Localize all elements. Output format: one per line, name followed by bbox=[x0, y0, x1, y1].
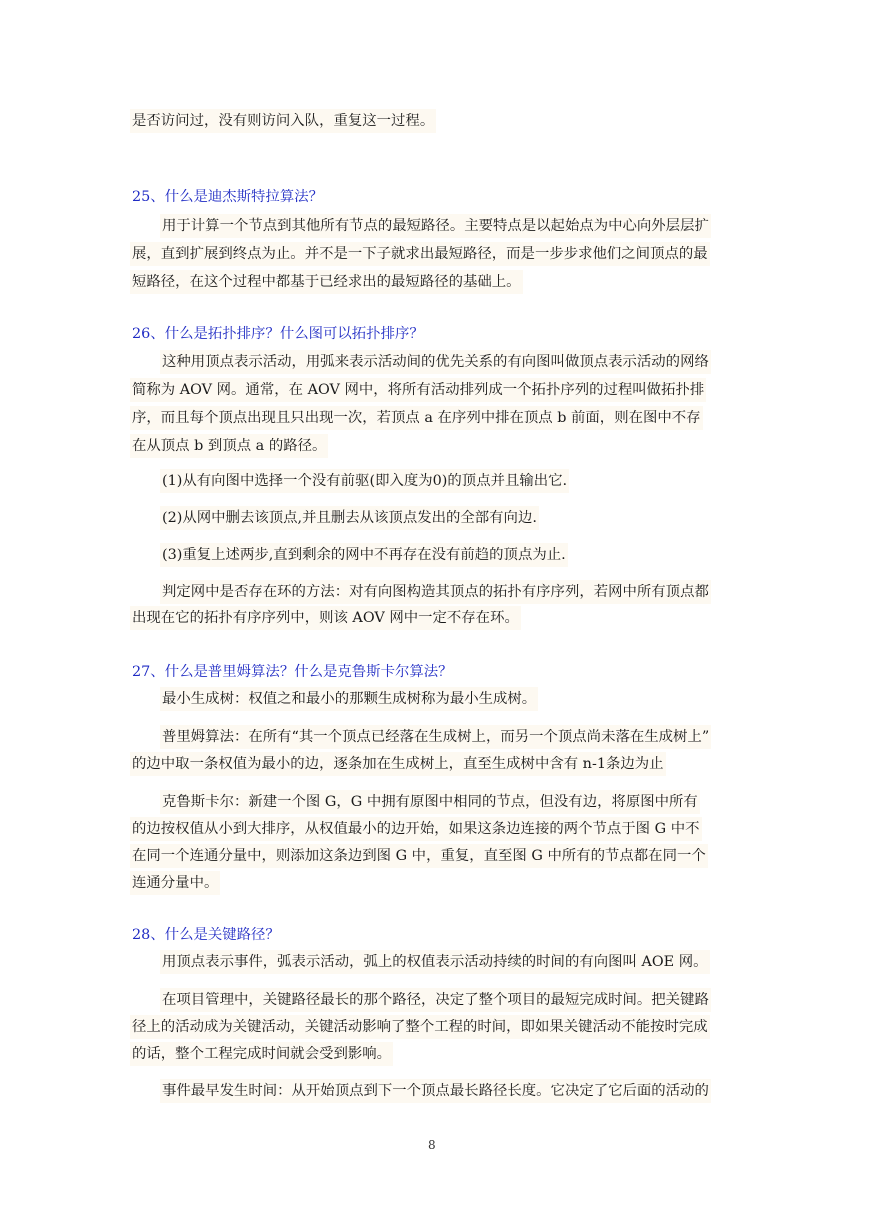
q26-step-1: (1)从有向图中选择一个没有前驱(即入度为0)的顶点并且输出它. bbox=[160, 469, 569, 493]
q26-line-3: 序，而且每个顶点出现且只出现一次，若顶点 a 在序列中排在顶点 b 前面，则在图中不存 bbox=[130, 406, 703, 430]
q28-line-4: 的话，整个工程完成时间就会受到影响。 bbox=[130, 1042, 393, 1066]
q28-line-1: 用顶点表示事件，弧表示活动，弧上的权值表示活动持续的时间的有向图叫 AOE 网。 bbox=[160, 950, 710, 974]
q28-line-2: 在项目管理中，关键路径最长的那个路径，决定了整个项目的最短完成时间。把关键路 bbox=[160, 988, 711, 1012]
q27-line-5: 的边按权值从小到大排序，从权值最小的边开始，如果这条边连接的两个节点于图 G 中不 bbox=[130, 817, 702, 841]
q27-heading: 27、什么是普里姆算法？什么是克鲁斯卡尔算法？ bbox=[132, 664, 453, 680]
q25-line-1: 用于计算一个节点到其他所有节点的最短路径。主要特点是以起始点为中心向外层层扩 bbox=[160, 214, 711, 238]
q26-heading: 26、什么是拓扑排序？什么图可以拓扑排序？ bbox=[132, 326, 424, 342]
q27-line-1: 最小生成树：权值之和最小的那颗生成树称为最小生成树。 bbox=[160, 687, 538, 711]
q28-line-3: 径上的活动成为关键活动，关键活动影响了整个工程的时间，即如果关键活动不能按时完成 bbox=[130, 1015, 710, 1039]
q28-line-5: 事件最早发生时间：从开始顶点到下一个顶点最长路径长度。它决定了它后面的活动的 bbox=[160, 1079, 711, 1103]
q27-line-4: 克鲁斯卡尔：新建一个图 G，G 中拥有原图中相同的节点，但没有边，将原图中所有 bbox=[160, 790, 700, 814]
q25-line-2: 展，直到扩展到终点为止。并不是一下子就求出最短路径，而是一步步求他们之间顶点的最 bbox=[130, 242, 710, 266]
q27-line-3: 的边中取一条权值为最小的边，逐条加在生成树上，直至生成树中含有 n-1条边为止 bbox=[130, 752, 666, 776]
q26-line-4: 在从顶点 b 到顶点 a 的路径。 bbox=[130, 434, 328, 458]
q27-line-2: 普里姆算法：在所有“其一个顶点已经落在生成树上，而另一个顶点尚未落在生成树上” bbox=[160, 725, 711, 749]
q27-line-6: 在同一个连通分量中，则添加这条边到图 G 中，重复，直至图 G 中所有的节点都在同一个 bbox=[130, 844, 708, 868]
q26-step-3: (3)重复上述两步,直到剩余的网中不再存在没有前趋的顶点为止. bbox=[160, 543, 568, 567]
q26-line-2: 简称为 AOV 网。通常，在 AOV 网中，将所有活动排列成一个拓扑序列的过程叫做拓扑排 bbox=[130, 378, 706, 402]
q26-line-1: 这种用顶点表示活动，用弧来表示活动间的优先关系的有向图叫做顶点表示活动的网络 bbox=[160, 350, 711, 374]
q28-heading: 28、什么是关键路径？ bbox=[132, 927, 280, 943]
q26-line-9: 出现在它的拓扑有序序列中，则该 AOV 网中一定不存在环。 bbox=[130, 606, 521, 630]
q26-line-8: 判定网中是否存在环的方法：对有向图构造其顶点的拓扑有序序列，若网中所有顶点都 bbox=[160, 580, 711, 604]
q25-line-3: 短路径，在这个过程中都基于已经求出的最短路径的基础上。 bbox=[130, 270, 523, 294]
q27-line-7: 连通分量中。 bbox=[130, 871, 220, 895]
intro-line: 是否访问过，没有则访问入队，重复这一过程。 bbox=[130, 109, 436, 133]
page-number: 8 bbox=[428, 1138, 436, 1152]
q25-heading: 25、什么是迪杰斯特拉算法？ bbox=[132, 189, 323, 205]
q26-step-2: (2)从网中删去该顶点,并且删去从该顶点发出的全部有向边. bbox=[160, 506, 539, 530]
